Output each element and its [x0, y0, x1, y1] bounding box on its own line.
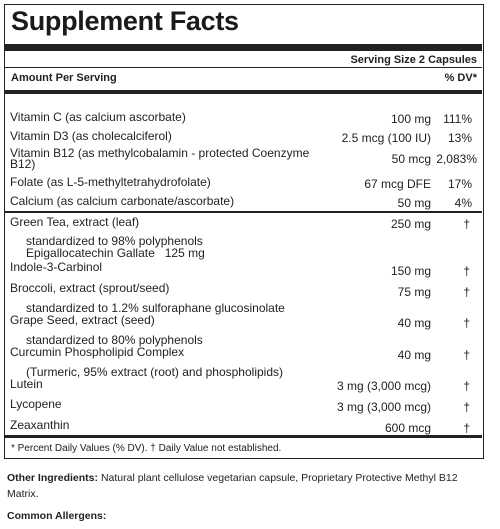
- curcumin-note: (Turmeric, 95% extract (root) and phospholipids): [26, 365, 283, 379]
- vitamin-b12-dv: 2,083%: [436, 152, 477, 166]
- vitamin-c-dv: 111%: [443, 112, 472, 126]
- vitamin-b12-name: Vitamin B12 (as methylcobalamin - protected Coenzyme B12): [10, 146, 310, 171]
- lycopene-amount: 3 mg (3,000 mcg): [336, 400, 431, 414]
- vitamin-c-name: Vitamin C (as calcium ascorbate): [10, 110, 186, 124]
- thick-divider-header: [5, 90, 482, 94]
- grape-seed-note: standardized to 80% polyphenols: [26, 333, 203, 347]
- lutein-dv: †: [463, 379, 470, 393]
- supplement-facts-panel: [4, 4, 484, 459]
- green-tea-amount: 250 mg: [390, 217, 431, 231]
- thick-divider-top: [5, 44, 482, 51]
- lutein-amount: 3 mg (3,000 mcg): [336, 379, 431, 393]
- grape-seed-dv: †: [463, 316, 470, 330]
- indole-name: Indole-3-Carbinol: [10, 260, 103, 274]
- curcumin-dv: †: [463, 348, 470, 362]
- zeaxanthin-name: Zeaxanthin: [10, 418, 70, 432]
- common-allergens-label: Common Allergens:: [7, 510, 107, 522]
- lycopene-name: Lycopene: [10, 397, 62, 411]
- calcium-dv: 4%: [454, 196, 472, 210]
- dv-header: % DV*: [444, 72, 477, 84]
- panel-title: Supplement Facts: [11, 6, 239, 36]
- lutein-name: Lutein: [10, 377, 43, 391]
- calcium-amount: 50 mg: [397, 196, 431, 210]
- lycopene-dv: †: [463, 400, 470, 414]
- broccoli-name: Broccoli, extract (sprout/seed): [10, 281, 170, 295]
- folate-amount: 67 mcg DFE: [364, 177, 431, 191]
- footnote: * Percent Daily Values (% DV). † Daily Value not established.: [11, 443, 282, 454]
- broccoli-dv: †: [463, 285, 470, 299]
- other-ingredients: [7, 470, 483, 502]
- grape-seed-amount: 40 mg: [397, 316, 431, 330]
- vitamin-d3-dv: 13%: [447, 131, 472, 145]
- indole-dv: †: [463, 264, 470, 278]
- indole-amount: 150 mg: [390, 264, 431, 278]
- serving-size: Serving Size 2 Capsules: [350, 54, 477, 66]
- curcumin-name: Curcumin Phospholipid Complex: [10, 345, 185, 359]
- grape-seed-name: Grape Seed, extract (seed): [10, 313, 155, 327]
- green-tea-name: Green Tea, extract (leaf): [10, 215, 140, 229]
- zeaxanthin-amount: 600 mcg: [384, 421, 431, 435]
- vitamin-d3-amount: 2.5 mcg (100 IU): [341, 131, 431, 145]
- section-divider: [5, 211, 482, 213]
- curcumin-amount: 40 mg: [397, 348, 431, 362]
- folate-dv: 17%: [447, 177, 472, 191]
- green-tea-note-2: Epigallocatechin Gallate 125 mg: [26, 246, 205, 260]
- thin-divider: [5, 67, 482, 68]
- zeaxanthin-dv: †: [463, 421, 470, 435]
- vitamin-b12-amount: 50 mcg: [391, 152, 431, 166]
- calcium-name: Calcium (as calcium carbonate/ascorbate): [10, 194, 235, 208]
- other-ingredients-text: Natural plant cellulose vegetarian capsule, Proprietary Protective Methyl B12 Matrix.: [7, 472, 458, 500]
- broccoli-amount: 75 mg: [397, 285, 431, 299]
- green-tea-dv: †: [463, 217, 470, 231]
- vitamin-c-amount: 100 mg: [390, 112, 431, 126]
- vitamin-d3-name: Vitamin D3 (as cholecalciferol): [10, 129, 172, 143]
- folate-name: Folate (as L-5-methyltetrahydrofolate): [10, 175, 211, 189]
- thick-divider-bottom: [5, 435, 482, 438]
- green-tea-note-1: standardized to 98% polyphenols: [26, 234, 203, 248]
- broccoli-note: standardized to 1.2% sulforaphane glucosinolate: [26, 301, 285, 315]
- other-ingredients-label: Other Ingredients:: [7, 472, 99, 484]
- amount-per-serving-header: Amount Per Serving: [11, 72, 117, 84]
